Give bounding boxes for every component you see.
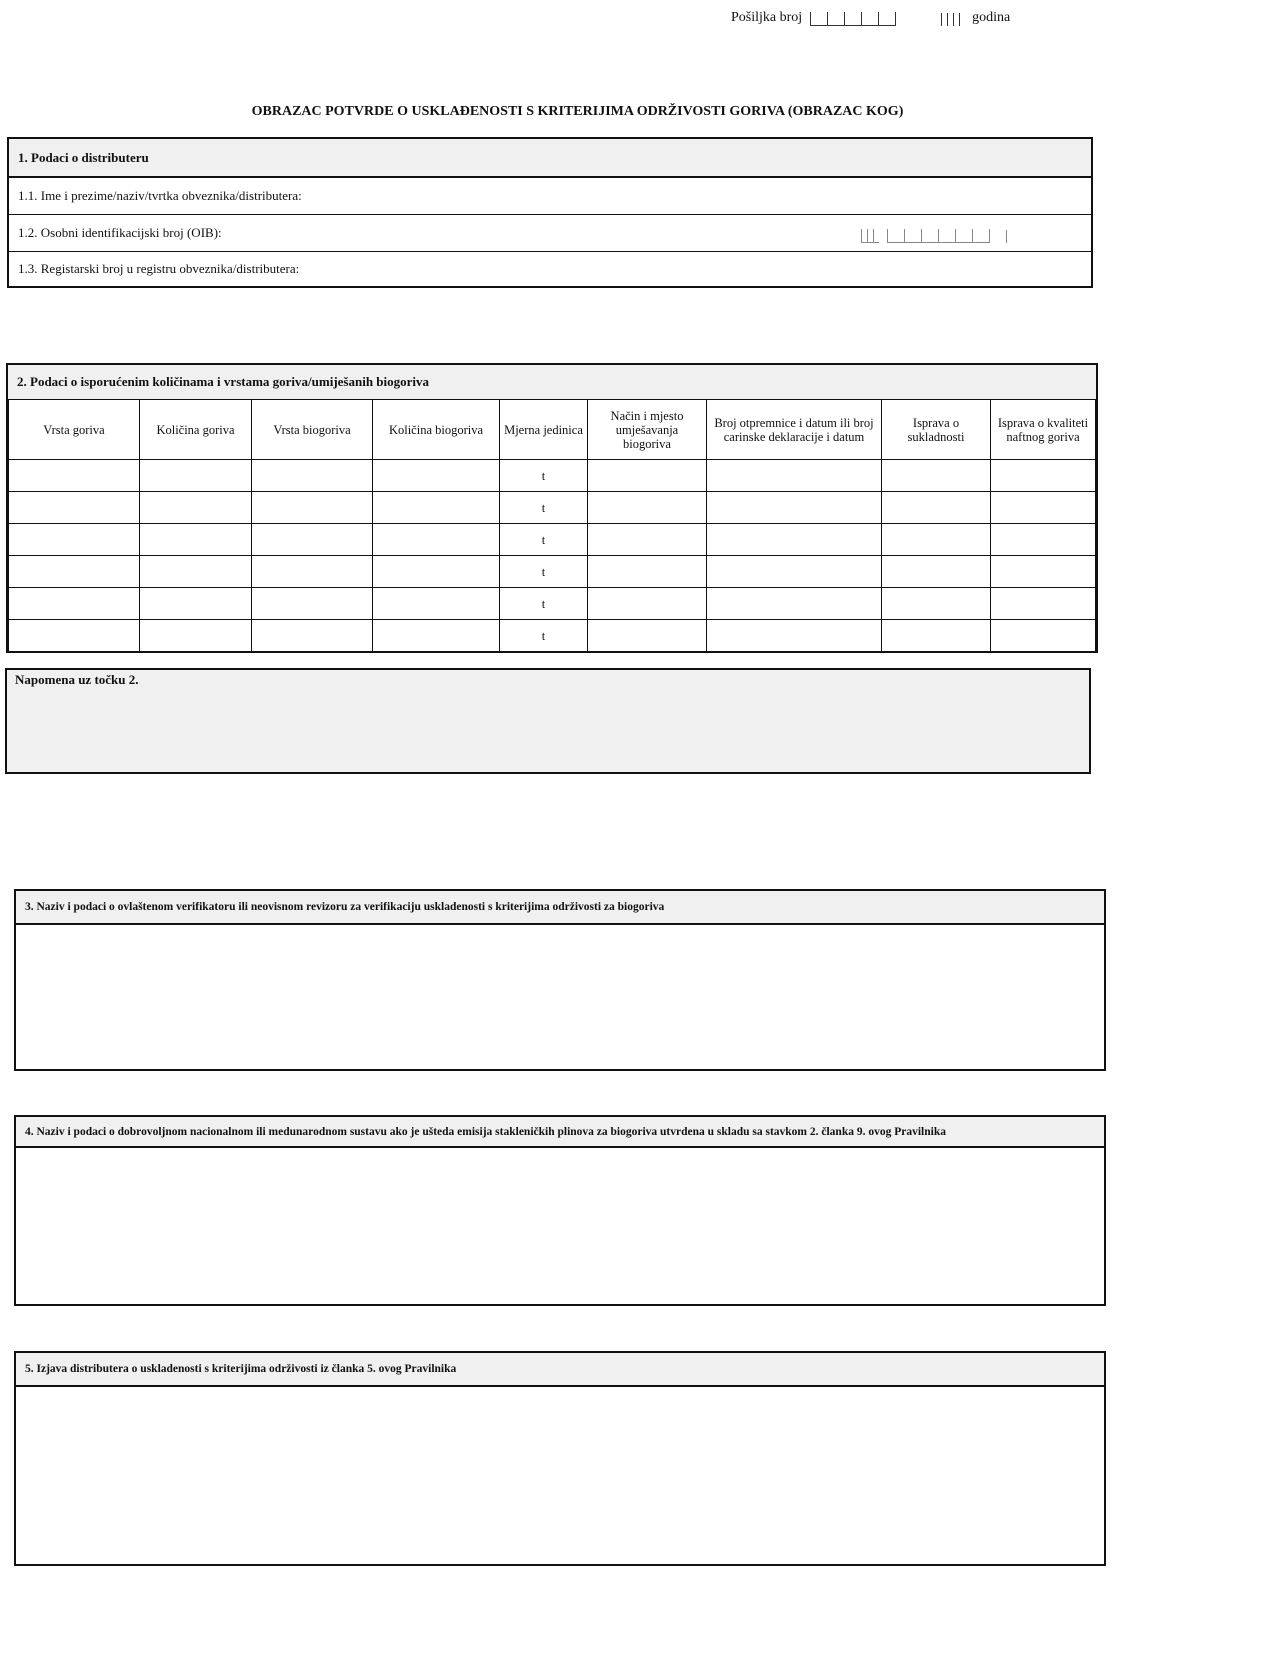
table-cell[interactable] xyxy=(9,524,140,556)
table-cell[interactable] xyxy=(882,524,991,556)
table-cell[interactable]: t xyxy=(500,556,588,588)
table-cell[interactable] xyxy=(252,556,373,588)
field-name-label: 1.1. Ime i prezime/naziv/tvrtka obveznika/distributera: xyxy=(18,188,302,203)
section2-heading: 2. Podaci o isporućenim količinama i vrstama goriva/umiješanih biogoriva xyxy=(8,365,1096,399)
table-cell[interactable] xyxy=(252,492,373,524)
table-cell[interactable] xyxy=(707,556,882,588)
table-cell[interactable] xyxy=(252,588,373,620)
year-label: godina xyxy=(972,10,1011,25)
section4-input[interactable] xyxy=(16,1148,1104,1298)
table-cell[interactable] xyxy=(588,620,707,652)
table-cell[interactable] xyxy=(373,492,500,524)
table-row xyxy=(9,620,1096,652)
table-row xyxy=(9,460,1096,492)
table-cell[interactable] xyxy=(588,524,707,556)
table-cell[interactable] xyxy=(140,620,252,652)
shipment-label: Pošiljka broj xyxy=(731,10,803,25)
field-name[interactable] xyxy=(9,178,1091,215)
table-cell[interactable] xyxy=(252,620,373,652)
table-cell[interactable] xyxy=(991,460,1096,492)
table-cell[interactable] xyxy=(991,556,1096,588)
section5-input[interactable] xyxy=(16,1387,1104,1557)
section-distributor xyxy=(7,137,1093,288)
table-cell[interactable] xyxy=(140,460,252,492)
table-cell[interactable] xyxy=(588,588,707,620)
table-cell[interactable] xyxy=(991,620,1096,652)
section-deliveries xyxy=(6,363,1098,653)
shipment-number xyxy=(731,10,1010,26)
table-cell[interactable] xyxy=(9,588,140,620)
table-cell[interactable] xyxy=(707,460,882,492)
table-cell[interactable] xyxy=(9,556,140,588)
table-cell[interactable] xyxy=(991,492,1096,524)
table-cell[interactable] xyxy=(588,492,707,524)
table-cell[interactable] xyxy=(588,460,707,492)
col-blending: Način i mjesto umješavanja biogoriva xyxy=(588,400,707,460)
table-cell[interactable] xyxy=(882,620,991,652)
deliveries-table xyxy=(8,399,1096,652)
table-cell[interactable]: t xyxy=(500,492,588,524)
section-declaration xyxy=(14,1351,1106,1566)
section4-heading: 4. Naziv i podaci o dobrovoljnom nacionalnom ili medunarodnom sustavu ako je ušteda emisija stakleničkih plinova za biogoriva utvrdena u skladu sa stavkom 2. članka 9. ovog Pravilnika xyxy=(16,1117,1104,1148)
col-fuel-qty: Količina goriva xyxy=(140,400,252,460)
field-registry-label: 1.3. Registarski broj u registru obveznika/distributera: xyxy=(18,261,300,276)
col-conformity: Isprava o sukladnosti xyxy=(882,400,991,460)
table-cell[interactable] xyxy=(707,588,882,620)
section5-heading: 5. Izjava distributera o uskladenosti s kriterijima održivosti iz članka 5. ovog Pravilnika xyxy=(16,1353,1104,1387)
col-quality: Isprava o kvaliteti naftnog goriva xyxy=(991,400,1096,460)
shipment-number-field[interactable] xyxy=(810,12,896,26)
table-cell[interactable] xyxy=(9,620,140,652)
table-cell[interactable] xyxy=(991,588,1096,620)
table-cell[interactable] xyxy=(252,524,373,556)
col-biofuel-qty: Količina biogoriva xyxy=(373,400,500,460)
section3-input[interactable] xyxy=(16,925,1104,1065)
col-dispatch: Broj otpremnice i datum ili broj carinske deklaracije i datum xyxy=(707,400,882,460)
col-unit: Mjerna jedinica xyxy=(500,400,588,460)
field-oib[interactable] xyxy=(9,215,1091,252)
table-row xyxy=(9,556,1096,588)
table-cell[interactable] xyxy=(882,492,991,524)
section-voluntary-scheme xyxy=(14,1115,1106,1306)
table-cell[interactable] xyxy=(373,556,500,588)
year-field[interactable] xyxy=(941,13,965,26)
table-cell[interactable] xyxy=(140,492,252,524)
table-cell[interactable]: t xyxy=(500,460,588,492)
table-cell[interactable] xyxy=(373,524,500,556)
oib-boxes[interactable] xyxy=(857,227,1011,243)
table-cell[interactable] xyxy=(140,588,252,620)
table-row xyxy=(9,524,1096,556)
table-cell[interactable]: t xyxy=(500,524,588,556)
table-cell[interactable] xyxy=(252,460,373,492)
table-cell[interactable] xyxy=(373,588,500,620)
table-cell[interactable] xyxy=(9,492,140,524)
field-oib-label: 1.2. Osobni identifikacijski broj (OIB): xyxy=(18,225,222,240)
section3-heading: 3. Naziv i podaci o ovlaštenom verifikatoru ili neovisnom revizoru za verifikaciju uskladenosti s kriterijima održivosti za biogoriva xyxy=(16,891,1104,925)
col-biofuel-type: Vrsta biogoriva xyxy=(252,400,373,460)
section1-heading: 1. Podaci o distributeru xyxy=(9,139,1091,178)
table-cell[interactable]: t xyxy=(500,620,588,652)
table-cell[interactable]: t xyxy=(500,588,588,620)
table-cell[interactable] xyxy=(373,620,500,652)
table-cell[interactable] xyxy=(373,460,500,492)
table-cell[interactable] xyxy=(707,620,882,652)
table-cell[interactable] xyxy=(588,556,707,588)
table-cell[interactable] xyxy=(707,524,882,556)
page-title: OBRAZAC POTVRDE O USKLAĐENOSTI S KRITERIJIMA ODRŽIVOSTI GORIVA (OBRAZAC KOG) xyxy=(251,104,904,119)
table-row xyxy=(9,492,1096,524)
table-cell[interactable] xyxy=(140,524,252,556)
table-cell[interactable] xyxy=(707,492,882,524)
table-cell[interactable] xyxy=(9,460,140,492)
note-section2[interactable] xyxy=(5,668,1091,774)
table-cell[interactable] xyxy=(882,556,991,588)
section-verifier xyxy=(14,889,1106,1071)
col-fuel-type: Vrsta goriva xyxy=(9,400,140,460)
table-row xyxy=(9,588,1096,620)
table-cell[interactable] xyxy=(882,460,991,492)
table-cell[interactable] xyxy=(882,588,991,620)
note-label: Napomena uz točku 2. xyxy=(15,672,139,687)
field-registry-number[interactable] xyxy=(9,252,1091,286)
table-cell[interactable] xyxy=(140,556,252,588)
table-cell[interactable] xyxy=(991,524,1096,556)
